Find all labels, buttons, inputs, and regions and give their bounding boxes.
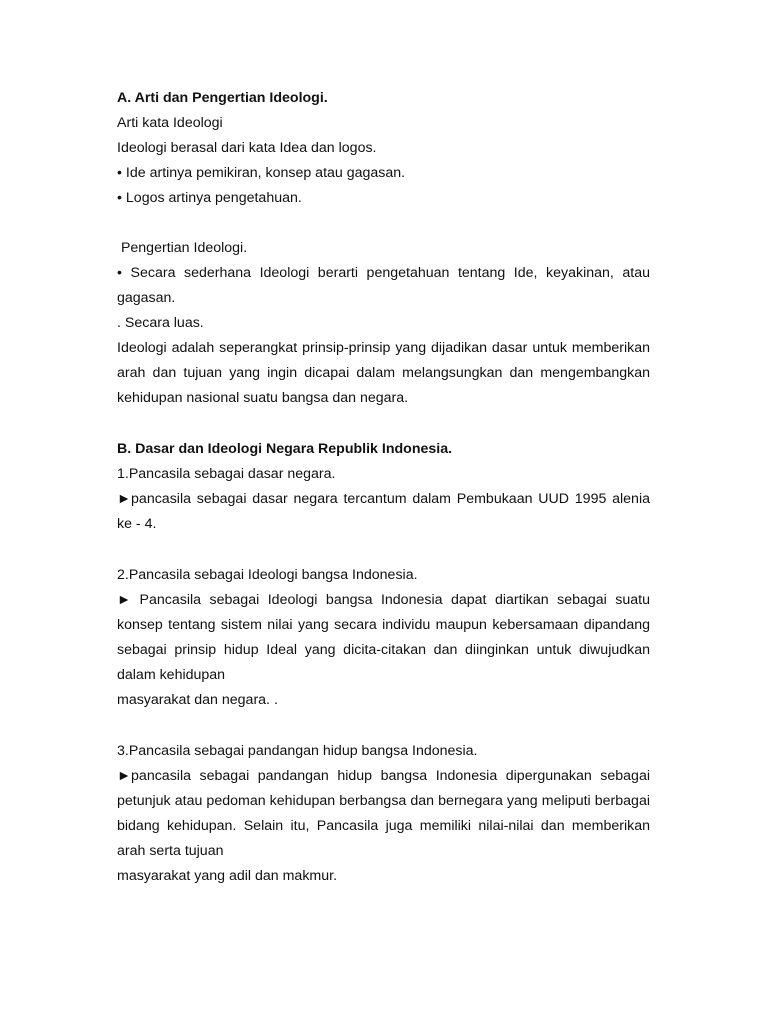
luas-line-1: Ideologi adalah seperangkat prinsip-prinsip yang dijadikan dasar untuk memberikan [117, 340, 650, 356]
point-3-line-1: ►pancasila sebagai pandangan hidup bangsa Indonesia dipergunakan sebagai [117, 768, 650, 784]
pengertian-title: Pengertian Ideologi. [117, 240, 248, 256]
point-3-line-4: arah serta tujuan [117, 843, 224, 859]
sederhana-line-2: gagasan. [117, 290, 176, 306]
point-2-line-1: ► Pancasila sebagai Ideologi bangsa Indonesia dapat diartikan sebagai suatu [117, 592, 650, 608]
point-2-title: 2.Pancasila sebagai Ideologi bangsa Indonesia. [117, 567, 418, 583]
point-3-line-3: bidang kehidupan. Selain itu, Pancasila juga memiliki nilai-nilai dan memberikan [117, 818, 650, 834]
point-2-line-3: sebagai prinsip hidup Ideal yang dicita-citakan dan diinginkan untuk diwujudkan [117, 642, 650, 658]
secara-luas: . Secara luas. [117, 315, 204, 331]
section-a-heading: A. Arti dan Pengertian Ideologi. [117, 90, 328, 106]
point-3-line-5: masyarakat yang adil dan makmur. [117, 868, 338, 884]
arti-kata-text: Arti kata Ideologi [117, 115, 223, 131]
point-3-title: 3.Pancasila sebagai pandangan hidup bangsa Indonesia. [117, 743, 478, 759]
point-2-line-5: masyarakat dan negara. . [117, 692, 278, 708]
luas-line-3: kehidupan nasional suatu bangsa dan negara. [117, 390, 409, 406]
point-2-line-2: konsep tentang sistem nilai yang secara individu maupun kebersamaan dipandang [117, 617, 650, 633]
point-3-line-2: petunjuk atau pedoman kehidupan berbangsa dan bernegara yang meliputi berbagai [117, 793, 650, 809]
section-b-heading: B. Dasar dan Ideologi Negara Republik Indonesia. [117, 441, 453, 457]
luas-line-2: arah dan tujuan yang ingin dicapai dalam melangsungkan dan mengembangkan [117, 365, 650, 381]
sederhana-line-1: • Secara sederhana Ideologi berarti pengetahuan tentang Ide, keyakinan, atau [117, 265, 650, 281]
point-1-line-2: ke - 4. [117, 516, 157, 532]
bullet-logos: • Logos artinya pengetahuan. [117, 190, 302, 206]
point-2-line-4: dalam kehidupan [117, 667, 226, 683]
asal-text: Ideologi berasal dari kata Idea dan logos. [117, 140, 377, 156]
point-1-title: 1.Pancasila sebagai dasar negara. [117, 466, 336, 482]
bullet-ide: • Ide artinya pemikiran, konsep atau gagasan. [117, 165, 406, 181]
point-1-line-1: ►pancasila sebagai dasar negara tercantum dalam Pembukaan UUD 1995 alenia [117, 491, 650, 507]
